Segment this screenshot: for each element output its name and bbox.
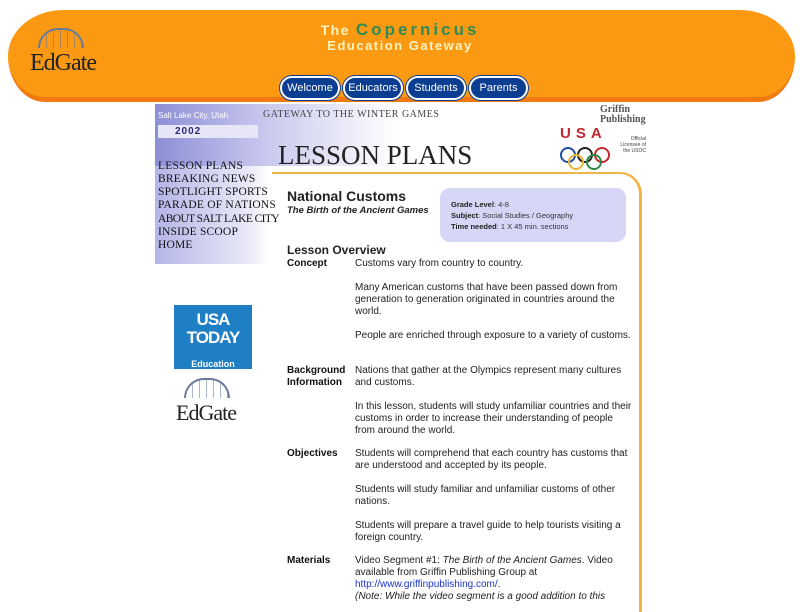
usa-logo: USA <box>560 125 607 142</box>
subject-label: Subject <box>451 211 479 220</box>
title-prefix: The <box>320 22 350 38</box>
time-value: 1 X 45 min. sections <box>500 222 569 231</box>
concept-text: Many American customs that have been passed down from generation to generation originated in countries around the world. <box>355 282 618 317</box>
site-subtitle: Education Gateway <box>327 38 473 53</box>
time-label: Time needed <box>451 222 497 231</box>
sidebar-item-parade-of-nations[interactable]: PARADE OF NATIONS <box>158 199 276 211</box>
objective-text: Students will comprehend that each country has customs that are understood and accepted by its people. <box>355 448 628 471</box>
page-title: LESSON PLANS <box>278 140 473 170</box>
lesson-title: National Customs <box>287 188 407 204</box>
sidebar-item-lesson-plans[interactable]: LESSON PLANS <box>158 160 244 172</box>
griffin-logo: Griffin Publishing <box>600 104 646 125</box>
year-strip <box>158 125 258 138</box>
concept-label: Concept <box>287 258 327 269</box>
griffin-link[interactable]: http://www.griffinpublishing.com/ <box>355 579 498 590</box>
nav-educators[interactable]: Educators <box>343 76 403 100</box>
edgate-logo-2[interactable] <box>176 400 236 426</box>
materials-pre: Video Segment #1: <box>355 555 443 566</box>
materials-post: . Video available from Griffin Publishing Group at <box>355 555 613 578</box>
background-text: Nations that gather at the Olympics represent many cultures and customs. <box>355 365 622 388</box>
usa-today-text: USA TODAY <box>186 310 240 347</box>
license-text: Official Licensee of the USOC <box>620 136 646 154</box>
background-text: In this lesson, students will study unfamiliar countries and their customs in order to increase their understanding of people from around the world. <box>355 401 632 436</box>
grade-value: 4-8 <box>498 200 509 209</box>
site-title <box>0 20 800 40</box>
grade-label: Grade Level <box>451 200 494 209</box>
tagline: GATEWAY TO THE WINTER GAMES <box>263 109 440 120</box>
nav-students[interactable]: Students <box>406 76 466 100</box>
concept-text: People are enriched through exposure to a variety of customs. <box>355 330 631 341</box>
usa-today-sub: Education <box>191 359 235 369</box>
objective-text: Students will prepare a travel guide to help tourists visiting a foreign country. <box>355 520 621 543</box>
objective-text: Students will study familiar and unfamiliar customs of other nations. <box>355 484 616 507</box>
sidebar-item-spotlight-sports[interactable]: SPOTLIGHT SPORTS <box>158 186 268 198</box>
objectives-label: Objectives <box>287 448 338 459</box>
title-brand: Copernicus <box>355 20 480 39</box>
materials-text: Video Segment #1: The Birth of the Ancient Games. Video available from Griffin Publishing Group at http://www.griffinpublishing.com/. (Note: While the video segment is a good addition to this <box>355 555 613 602</box>
concept-text: Customs vary from country to country. <box>355 258 524 269</box>
sidebar-item-inside-scoop[interactable]: INSIDE SCOOP <box>158 226 239 238</box>
overview-heading: Lesson Overview <box>287 243 386 257</box>
year-text: 2002 <box>175 126 202 137</box>
edgate-logo[interactable] <box>30 50 96 77</box>
logo-text: EdGate <box>30 50 96 76</box>
logo2-text: EdGate <box>176 400 236 425</box>
nav-parents[interactable]: Parents <box>469 76 528 100</box>
sidebar-item-about-slc[interactable]: ABOUT SALT LAKE CITY <box>158 213 280 225</box>
globe-icon <box>184 378 230 398</box>
materials-note: (Note: While the video segment is a good addition to this <box>355 591 606 602</box>
lesson-info-box: Grade Level: 4-8 Subject: Social Studies / Geography Time needed: 1 X 45 min. sections <box>440 188 626 242</box>
lesson-subtitle: The Birth of the Ancient Games <box>287 205 429 216</box>
subject-value: Social Studies / Geography <box>482 211 574 220</box>
location-text: Salt Lake City, Utah <box>158 111 229 120</box>
sidebar-item-home[interactable]: HOME <box>158 239 193 251</box>
materials-title: The Birth of the Ancient Games <box>442 555 582 566</box>
background-label: Background Information <box>287 365 346 388</box>
usa-today-logo[interactable] <box>174 305 252 369</box>
materials-label: Materials <box>287 555 331 566</box>
nav-welcome[interactable]: Welcome <box>280 76 340 100</box>
sidebar-item-breaking-news[interactable]: BREAKING NEWS <box>158 173 256 185</box>
